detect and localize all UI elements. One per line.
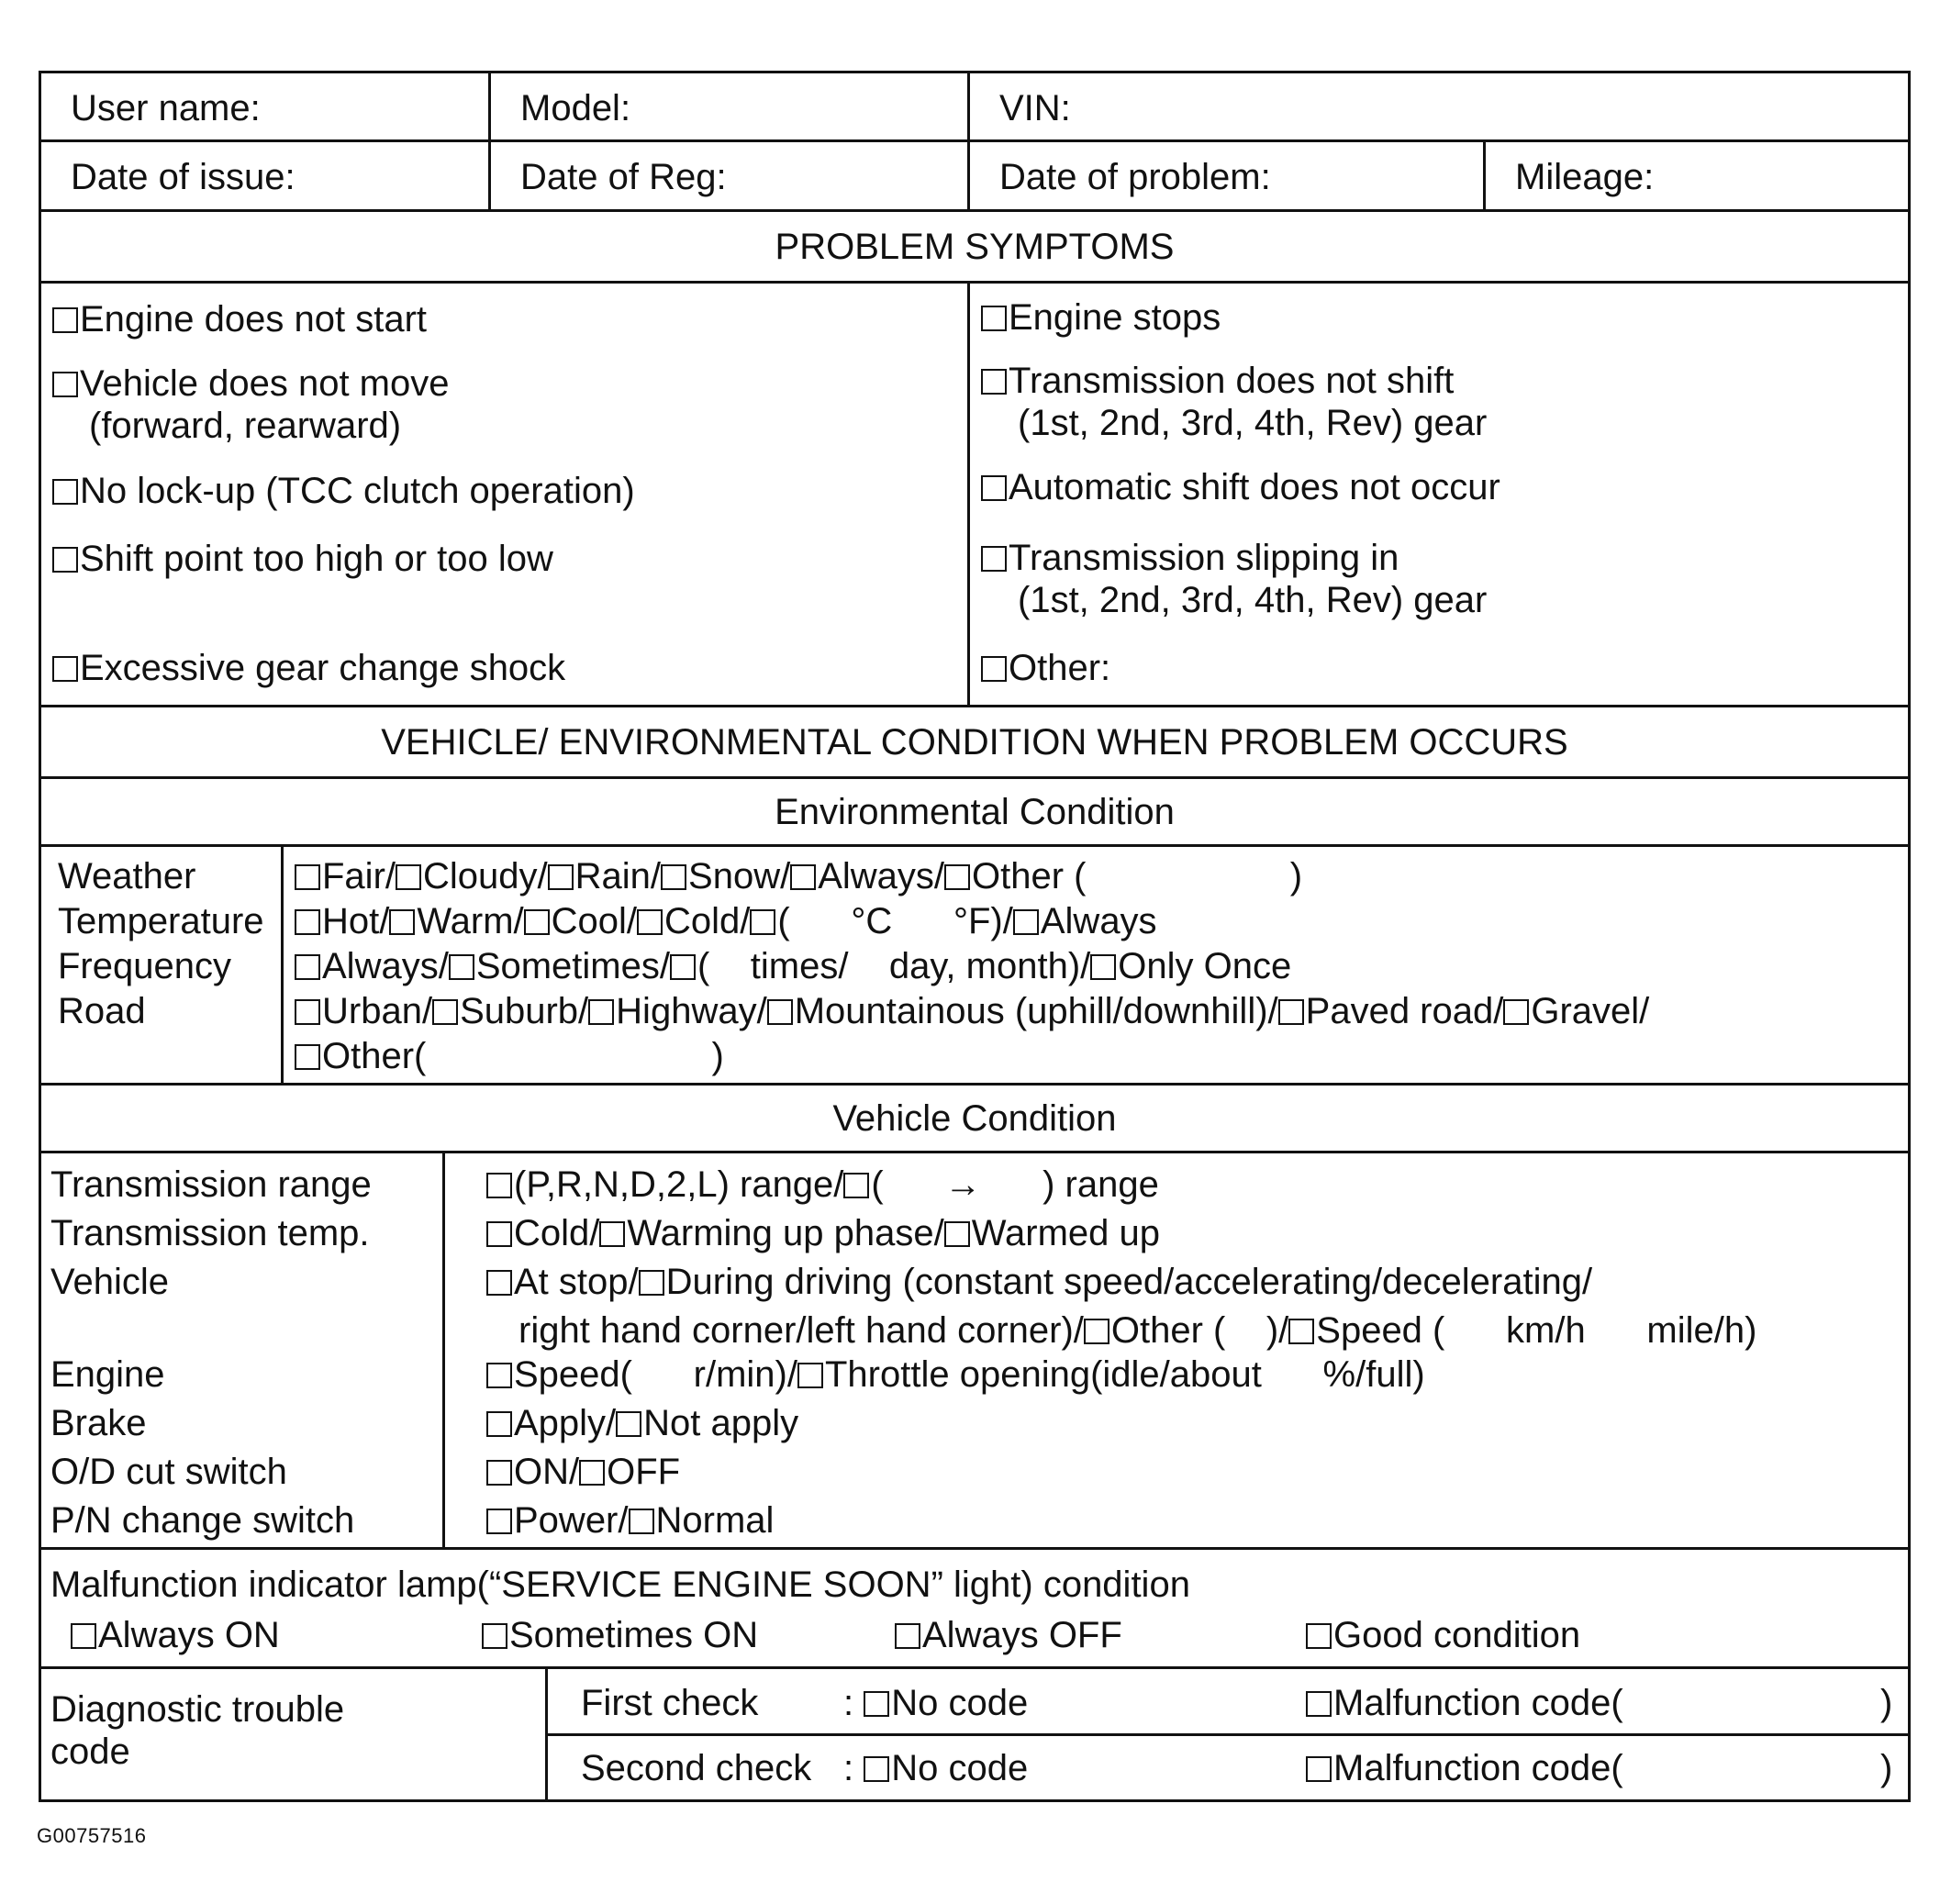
checkbox[interactable]: [482, 1623, 507, 1649]
vin-field[interactable]: [970, 73, 1908, 139]
option-label: Normal: [655, 1500, 775, 1541]
checkbox[interactable]: [486, 1460, 512, 1486]
road-label: Road: [58, 991, 146, 1031]
vin-label: VIN:: [999, 88, 1071, 128]
option-label: Paved road/: [1305, 991, 1504, 1031]
checkbox[interactable]: [864, 1756, 889, 1782]
checkbox[interactable]: [981, 369, 1007, 395]
symptoms-right-column: [970, 284, 1908, 705]
checkbox[interactable]: [486, 1411, 512, 1437]
option-label: Transmission does not shift: [1009, 361, 1455, 401]
frequency-options: [295, 948, 1291, 985]
option-label: Urban/: [322, 991, 433, 1031]
vehicle-condition-heading-row: [41, 1086, 1908, 1153]
checkbox[interactable]: [52, 547, 78, 573]
checkbox[interactable]: [944, 864, 970, 890]
checkbox[interactable]: [432, 999, 458, 1025]
checkbox[interactable]: [790, 864, 816, 890]
option-label: During driving (constant speed/accelerating/decelerating/: [665, 1262, 1593, 1302]
customer-problem-analysis-form: [39, 71, 1911, 1802]
mileage-field[interactable]: [1486, 142, 1908, 209]
second-check-malfunction-code[interactable]: [1306, 1750, 1623, 1787]
option-label: :: [843, 1748, 854, 1788]
header-row-2: [41, 142, 1908, 212]
option-label: Other ( ): [972, 856, 1303, 896]
checkbox[interactable]: [981, 546, 1007, 572]
option-label: Shift point too high or too low: [80, 539, 553, 579]
option-label: Fair/: [322, 856, 396, 896]
date-of-problem-label: Date of problem:: [999, 157, 1271, 197]
checkbox[interactable]: [486, 1509, 512, 1534]
transmission-range-options: [486, 1166, 1159, 1203]
date-of-issue-label: Date of issue:: [71, 157, 295, 197]
frequency-label: Frequency: [58, 946, 231, 986]
option-label: No lock-up (TCC clutch operation): [80, 471, 635, 511]
option-label: Always/: [818, 856, 944, 896]
mil-good-condition[interactable]: [1306, 1617, 1580, 1653]
dtc-checks-cell: [548, 1669, 1908, 1799]
checkbox[interactable]: [797, 1363, 823, 1388]
vehicle-env-heading-row: [41, 707, 1908, 779]
checkbox[interactable]: [524, 909, 550, 935]
checkbox[interactable]: [486, 1270, 512, 1296]
option-label: Engine stops: [1009, 297, 1221, 338]
option-label: Not apply: [643, 1403, 799, 1443]
vehicle-condition-title: Vehicle Condition: [832, 1098, 1117, 1139]
checkbox[interactable]: [1084, 1319, 1109, 1344]
checkbox[interactable]: [588, 999, 614, 1025]
date-of-issue-field[interactable]: [41, 142, 491, 209]
option-label: Vehicle does not move: [80, 363, 450, 404]
symptom-no-lock-up[interactable]: [52, 473, 635, 509]
checkbox[interactable]: [486, 1221, 512, 1247]
mil-title: Malfunction indicator lamp(“SERVICE ENGINE SOON” light) condition: [50, 1564, 1190, 1605]
user-name-field[interactable]: [41, 73, 491, 139]
transmission-temp-options: [486, 1215, 1160, 1252]
option-label: Other ( )/: [1110, 1310, 1289, 1351]
problem-symptoms-row: [41, 284, 1908, 707]
env-condition-row: [41, 847, 1908, 1086]
checkbox[interactable]: [1278, 999, 1304, 1025]
checkbox[interactable]: [670, 954, 696, 980]
dtc-label-cell: [41, 1669, 548, 1799]
option-label: Cloudy/: [423, 856, 548, 896]
checkbox[interactable]: [981, 306, 1007, 331]
option-label: (P,R,N,D,2,L) range/: [514, 1164, 844, 1205]
road-other-option: [295, 1038, 724, 1074]
symptom-vehicle-does-not-move-detail: (forward, rearward): [89, 406, 402, 446]
checkbox[interactable]: [295, 864, 320, 890]
dtc-divider: [548, 1733, 1908, 1736]
checkbox[interactable]: [629, 1509, 654, 1534]
pn-change-switch-label: P/N change switch: [50, 1500, 355, 1541]
option-label: Sometimes ON: [509, 1615, 759, 1655]
checkbox[interactable]: [1288, 1319, 1314, 1344]
header-row-1: [41, 73, 1908, 142]
option-label: Snow/: [688, 856, 791, 896]
option-label: At stop/: [514, 1262, 639, 1302]
checkbox[interactable]: [750, 909, 775, 935]
checkbox[interactable]: [295, 954, 320, 980]
checkbox[interactable]: [637, 909, 663, 935]
checkbox[interactable]: [486, 1363, 512, 1388]
transmission-range-label: Transmission range: [50, 1164, 372, 1205]
first-check-no-code[interactable]: [843, 1685, 1028, 1721]
first-check-label: First check: [581, 1683, 759, 1723]
vehicle-values-column: [445, 1153, 1908, 1547]
option-label: Excessive gear change shock: [80, 648, 566, 688]
second-check-no-code[interactable]: [843, 1750, 1028, 1787]
env-condition-title: Environmental Condition: [775, 792, 1175, 832]
checkbox[interactable]: [52, 372, 78, 397]
option-label: Gravel/: [1531, 991, 1650, 1031]
model-field[interactable]: [491, 73, 970, 139]
option-label: Suburb/: [460, 991, 589, 1031]
model-label: Model:: [520, 88, 631, 128]
first-check-malfunction-code[interactable]: [1306, 1685, 1623, 1721]
option-label: :: [843, 1683, 854, 1723]
checkbox[interactable]: [52, 479, 78, 505]
dtc-label-line-1: Diagnostic trouble: [50, 1689, 345, 1730]
option-label: Always: [1040, 901, 1157, 941]
option-label: Malfunction code(: [1333, 1748, 1623, 1788]
vehicle-options: [486, 1264, 1592, 1300]
date-of-problem-field[interactable]: [970, 142, 1486, 209]
checkbox[interactable]: [396, 864, 421, 890]
option-label: Warm/: [417, 901, 524, 941]
checkbox[interactable]: [944, 1221, 970, 1247]
checkbox[interactable]: [599, 1221, 625, 1247]
date-of-reg-field[interactable]: [491, 142, 970, 209]
checkbox[interactable]: [1306, 1756, 1332, 1782]
option-label: Highway/: [616, 991, 767, 1031]
checkbox[interactable]: [616, 1411, 641, 1437]
option-label: Only Once: [1118, 946, 1292, 986]
env-values-column: [284, 847, 1908, 1083]
checkbox[interactable]: [1090, 954, 1116, 980]
checkbox[interactable]: [548, 864, 574, 890]
symptom-transmission-shift-gears: (1st, 2nd, 3rd, 4th, Rev) gear: [1018, 403, 1488, 443]
option-label: Cold/: [514, 1213, 600, 1253]
first-check-close-paren: ): [1880, 1683, 1893, 1723]
checkbox[interactable]: [1306, 1623, 1332, 1649]
symptom-transmission-slipping[interactable]: [981, 540, 1399, 576]
checkbox[interactable]: [639, 1270, 664, 1296]
env-condition-heading-row: [41, 779, 1908, 847]
option-label: Transmission slipping in: [1009, 538, 1399, 578]
option-label: ( °C °F)/: [777, 901, 1013, 941]
option-label: Sometimes/: [475, 946, 670, 986]
engine-options: [486, 1356, 1425, 1393]
option-label: Warmed up: [971, 1213, 1161, 1253]
mil-row: [41, 1550, 1908, 1669]
second-check-label: Second check: [581, 1748, 812, 1788]
checkbox[interactable]: [52, 656, 78, 682]
checkbox[interactable]: [295, 999, 320, 1025]
od-cut-switch-options: [486, 1453, 680, 1490]
mil-always-on[interactable]: [71, 1617, 280, 1653]
user-name-label: User name:: [71, 88, 261, 128]
vehicle-condition-row: [41, 1153, 1908, 1550]
second-check-close-paren: ): [1880, 1748, 1893, 1788]
option-label: Always/: [322, 946, 449, 986]
figure-id: G00757516: [37, 1824, 147, 1847]
checkbox[interactable]: [981, 475, 1007, 501]
symptom-transmission-slipping-gears: (1st, 2nd, 3rd, 4th, Rev) gear: [1018, 580, 1488, 620]
option-label: Good condition: [1333, 1615, 1581, 1655]
option-label: Mountainous (uphill/downhill)/: [794, 991, 1278, 1031]
checkbox[interactable]: [767, 999, 793, 1025]
option-label: Apply/: [514, 1403, 617, 1443]
weather-label: Weather: [58, 856, 196, 896]
mileage-label: Mileage:: [1515, 157, 1655, 197]
option-label: Malfunction code(: [1333, 1683, 1623, 1723]
transmission-temp-label: Transmission temp.: [50, 1213, 370, 1253]
checkbox[interactable]: [843, 1173, 869, 1198]
option-label: Hot/: [322, 901, 390, 941]
option-label: Other:: [1009, 648, 1111, 688]
mil-always-off[interactable]: [895, 1617, 1122, 1653]
temperature-label: Temperature: [58, 901, 264, 941]
engine-label: Engine: [50, 1354, 165, 1395]
checkbox[interactable]: [295, 1044, 320, 1070]
option-label: right hand corner/left hand corner)/: [518, 1310, 1084, 1351]
vehicle-labels-column: [41, 1153, 445, 1547]
option-label: Always ON: [98, 1615, 280, 1655]
vehicle-options-line-2: [518, 1312, 1756, 1349]
checkbox[interactable]: [661, 864, 686, 890]
checkbox[interactable]: [1013, 909, 1039, 935]
checkbox[interactable]: [579, 1460, 605, 1486]
option-label: OFF: [607, 1452, 681, 1492]
road-options: [295, 993, 1649, 1030]
checkbox[interactable]: [295, 909, 320, 935]
vehicle-label: Vehicle: [50, 1262, 169, 1302]
problem-symptoms-heading-row: [41, 212, 1908, 284]
checkbox[interactable]: [486, 1173, 512, 1198]
option-label: ( → ) range: [871, 1164, 1159, 1205]
od-cut-switch-label: O/D cut switch: [50, 1452, 287, 1492]
dtc-label-line-2: code: [50, 1731, 130, 1772]
brake-label: Brake: [50, 1403, 147, 1443]
env-labels-column: [41, 847, 284, 1083]
option-label: Cold/: [664, 901, 751, 941]
option-label: Speed( r/min)/: [514, 1354, 797, 1395]
symptom-engine-stops[interactable]: [981, 299, 1221, 336]
symptom-shift-point[interactable]: [52, 540, 553, 577]
date-of-reg-label: Date of Reg:: [520, 157, 727, 197]
checkbox[interactable]: [71, 1623, 96, 1649]
temperature-options: [295, 903, 1157, 940]
option-label: Warming up phase/: [627, 1213, 944, 1253]
vehicle-env-title: VEHICLE/ ENVIRONMENTAL CONDITION WHEN PROBLEM OCCURS: [381, 722, 1568, 763]
option-label: Always OFF: [922, 1615, 1122, 1655]
option-label: Automatic shift does not occur: [1009, 467, 1500, 507]
symptom-transmission-does-not-shift[interactable]: [981, 362, 1454, 399]
checkbox[interactable]: [52, 307, 78, 333]
symptoms-left-column: [41, 284, 970, 705]
option-label: Rain/: [574, 856, 662, 896]
brake-options: [486, 1405, 798, 1442]
checkbox[interactable]: [864, 1691, 889, 1717]
symptom-automatic-shift[interactable]: [981, 469, 1500, 506]
option-label: Throttle opening(idle/about %/full): [824, 1354, 1425, 1395]
symptom-other[interactable]: [981, 650, 1110, 686]
option-label: Engine does not start: [80, 299, 428, 340]
option-label: Other( ): [322, 1036, 724, 1076]
option-label: Power/: [514, 1500, 629, 1541]
dtc-row: [41, 1669, 1908, 1799]
checkbox[interactable]: [389, 909, 415, 935]
checkbox[interactable]: [981, 656, 1007, 682]
option-label: ( times/ day, month)/: [697, 946, 1091, 986]
problem-symptoms-title: PROBLEM SYMPTOMS: [775, 227, 1175, 267]
option-label: No code: [891, 1683, 1029, 1723]
checkbox[interactable]: [449, 954, 474, 980]
checkbox[interactable]: [1306, 1691, 1332, 1717]
option-label: Cool/: [551, 901, 638, 941]
checkbox[interactable]: [1503, 999, 1529, 1025]
checkbox[interactable]: [895, 1623, 920, 1649]
option-label: Speed ( km/h mile/h): [1316, 1310, 1757, 1351]
mil-sometimes-on[interactable]: [482, 1617, 758, 1653]
symptom-vehicle-does-not-move[interactable]: [52, 365, 449, 402]
option-label: No code: [891, 1748, 1029, 1788]
option-label: ON/: [514, 1452, 580, 1492]
pn-change-switch-options: [486, 1502, 774, 1539]
symptom-excessive-gear-shock[interactable]: [52, 650, 565, 686]
weather-options: [295, 858, 1302, 895]
symptom-engine-does-not-start[interactable]: [52, 301, 427, 338]
